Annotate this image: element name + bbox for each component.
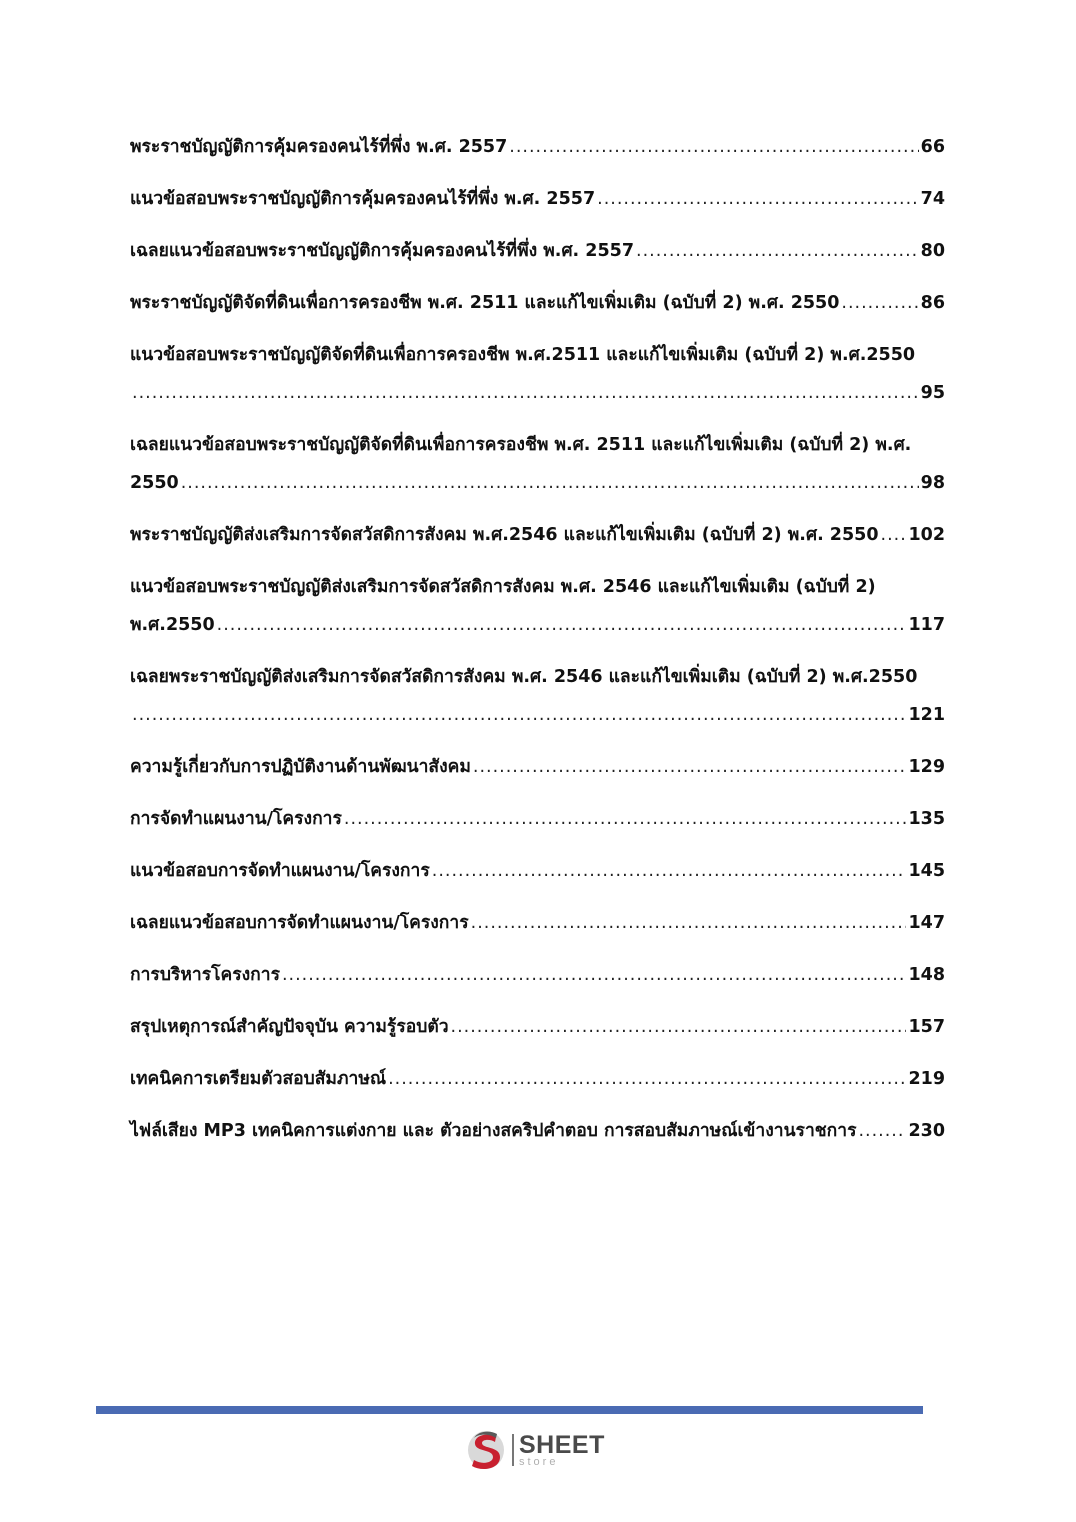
toc-entry-page: 74 <box>920 189 945 209</box>
toc-entry[interactable] <box>130 426 945 502</box>
toc-entry-title: แนวข้อสอบพระราชบัญญัติส่งเสริมการจัดสวัสดิการสังคม พ.ศ. 2546 และแก้ไขเพิ่มเติม (ฉบับที่ 2) <box>130 577 876 597</box>
leader-dots <box>132 374 919 412</box>
toc-entry-title: แนวข้อสอบพระราชบัญญัติการคุ้มครองคนไร้ที่พึ่ง พ.ศ. 2557 <box>130 189 596 209</box>
sheet-store-logo <box>466 1428 616 1472</box>
toc-entry-page: 102 <box>908 525 945 545</box>
leader-dots <box>451 1008 907 1046</box>
toc-entry[interactable] <box>130 516 945 554</box>
logo-sub-text: store <box>519 1455 559 1468</box>
leader-dots <box>282 956 907 994</box>
toc-entry-title: สรุปเหตุการณ์สำคัญปัจจุบัน ความรู้รอบตัว <box>130 1017 449 1037</box>
leader-dots <box>473 748 907 786</box>
toc-entry-page: 95 <box>920 383 945 403</box>
toc-entry-title: เฉลยแนวข้อสอบพระราชบัญญัติจัดที่ดินเพื่อการครองชีพ พ.ศ. 2511 และแก้ไขเพิ่มเติม (ฉบับที่ 2) พ.ศ. <box>130 435 912 455</box>
toc-entry-page: 147 <box>908 913 945 933</box>
toc-entry-page: 145 <box>908 861 945 881</box>
leader-dots <box>132 696 906 734</box>
toc-entry-title: เฉลยแนวข้อสอบการจัดทำแผนงาน/โครงการ <box>130 913 469 933</box>
sheet-store-s-icon <box>466 1428 508 1472</box>
toc-entry-page: 86 <box>920 293 945 313</box>
toc-entry-page: 66 <box>920 137 945 157</box>
leader-dots <box>881 516 907 554</box>
toc-entry-page: 129 <box>908 757 945 777</box>
leader-dots <box>841 284 918 322</box>
toc-entry[interactable] <box>130 1008 945 1046</box>
toc-entry-page: 157 <box>908 1017 945 1037</box>
toc-entry[interactable] <box>130 336 945 412</box>
leader-dots <box>636 232 919 270</box>
toc-entry-title-cont: 2550 <box>130 473 179 493</box>
toc-entry[interactable] <box>130 128 945 166</box>
toc-entry-title: พระราชบัญญัติส่งเสริมการจัดสวัสดิการสังคม พ.ศ.2546 และแก้ไขเพิ่มเติม (ฉบับที่ 2) พ.ศ. 2550 <box>130 525 879 545</box>
toc-entry[interactable] <box>130 748 945 786</box>
toc-entry-title: การบริหารโครงการ <box>130 965 280 985</box>
leader-dots <box>181 464 919 502</box>
toc-entry-page: 135 <box>908 809 945 829</box>
toc-entry[interactable] <box>130 956 945 994</box>
toc-entry[interactable] <box>130 1112 945 1150</box>
toc-entry[interactable] <box>130 852 945 890</box>
toc-entry-title: แนวข้อสอบพระราชบัญญัติจัดที่ดินเพื่อการครองชีพ พ.ศ.2511 และแก้ไขเพิ่มเติม (ฉบับที่ 2) พ.ศ.2550 <box>130 345 916 365</box>
toc-entry-page: 80 <box>920 241 945 261</box>
toc-entry-title: ความรู้เกี่ยวกับการปฏิบัติงานด้านพัฒนาสังคม <box>130 757 471 777</box>
toc-entry[interactable] <box>130 904 945 942</box>
toc-entry[interactable] <box>130 658 945 734</box>
toc-entry-title: พระราชบัญญัติจัดที่ดินเพื่อการครองชีพ พ.ศ. 2511 และแก้ไขเพิ่มเติม (ฉบับที่ 2) พ.ศ. 2550 <box>130 293 840 313</box>
leader-dots <box>858 1112 906 1150</box>
toc-entry[interactable] <box>130 1060 945 1098</box>
toc-entry-title-cont: พ.ศ.2550 <box>130 615 215 635</box>
toc-entry-page: 148 <box>908 965 945 985</box>
toc-entry-title: ไฟล์เสียง MP3 เทคนิคการแต่งกาย และ ตัวอย่างสคริปคำตอบ การสอบสัมภาษณ์เข้างานราชการ <box>130 1121 857 1141</box>
leader-dots <box>217 606 907 644</box>
toc-entry-title: เฉลยพระราชบัญญัติส่งเสริมการจัดสวัสดิการสังคม พ.ศ. 2546 และแก้ไขเพิ่มเติม (ฉบับที่ 2) พ.ศ.2550 <box>130 667 918 687</box>
table-of-contents <box>130 128 945 1164</box>
footer-divider <box>96 1406 923 1414</box>
leader-dots <box>344 800 907 838</box>
toc-entry[interactable] <box>130 180 945 218</box>
logo-separator <box>512 1434 514 1466</box>
toc-entry-title: พระราชบัญญัติการคุ้มครองคนไร้ที่พึ่ง พ.ศ. 2557 <box>130 137 508 157</box>
leader-dots <box>597 180 919 218</box>
leader-dots <box>432 852 907 890</box>
toc-entry-title: แนวข้อสอบการจัดทำแผนงาน/โครงการ <box>130 861 430 881</box>
toc-entry-page: 98 <box>920 473 945 493</box>
toc-entry-title: การจัดทำแผนงาน/โครงการ <box>130 809 342 829</box>
toc-entry-page: 121 <box>908 705 945 725</box>
toc-entry[interactable] <box>130 800 945 838</box>
leader-dots <box>509 128 918 166</box>
toc-entry-page: 117 <box>908 615 945 635</box>
leader-dots <box>471 904 907 942</box>
toc-entry-page: 230 <box>908 1121 945 1141</box>
logo-main-text: SHEET <box>519 1430 605 1459</box>
toc-entry-title: เฉลยแนวข้อสอบพระราชบัญญัติการคุ้มครองคนไร้ที่พึ่ง พ.ศ. 2557 <box>130 241 634 261</box>
toc-entry-title: เทคนิคการเตรียมตัวสอบสัมภาษณ์ <box>130 1069 387 1089</box>
leader-dots <box>388 1060 906 1098</box>
toc-entry[interactable] <box>130 568 945 644</box>
logo-text <box>519 1430 605 1468</box>
toc-entry-page: 219 <box>908 1069 945 1089</box>
toc-entry[interactable] <box>130 232 945 270</box>
toc-entry[interactable] <box>130 284 945 322</box>
